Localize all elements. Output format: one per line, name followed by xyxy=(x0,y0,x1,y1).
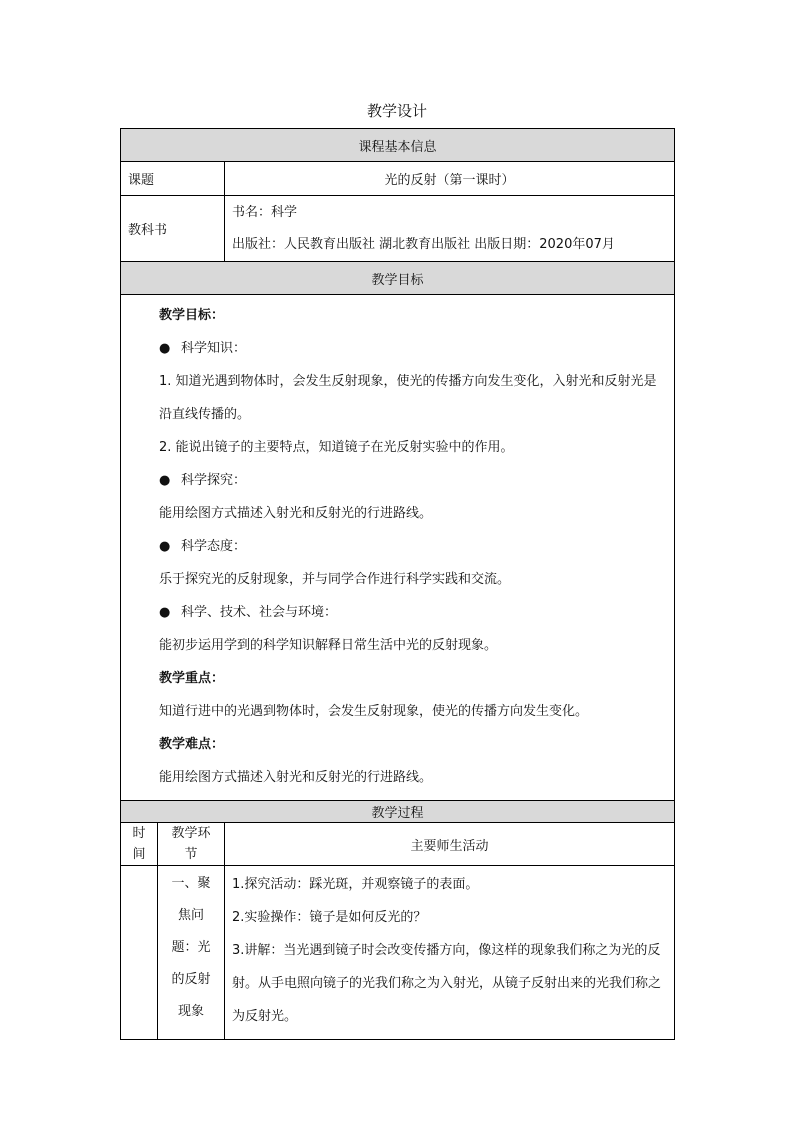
key-point-text: 知道行进中的光遇到物体时，会发生反射现象，使光的传播方向发生变化。 xyxy=(159,704,589,719)
objectives-body xyxy=(121,295,675,801)
attitude-title: 科学态度： xyxy=(181,539,247,554)
difficulty-heading: 教学难点： xyxy=(159,737,225,752)
topic-value: 光的反射（第一课时） xyxy=(225,162,675,196)
lesson-plan-table xyxy=(120,128,675,1040)
attitude-text: 乐于探究光的反射现象，并与同学合作进行科学实践和交流。 xyxy=(159,572,511,587)
time-header-line-1: 时 xyxy=(132,826,146,841)
time-column-header xyxy=(121,823,158,866)
goal-heading: 教学目标： xyxy=(159,308,225,323)
bullet-icon: ● xyxy=(159,473,171,488)
bullet-icon: ● xyxy=(159,539,171,554)
topic-label: 课题 xyxy=(121,162,225,196)
knowledge-text-2: 2. 能说出镜子的主要特点，知道镜子在光反射实验中的作用。 xyxy=(159,440,514,455)
inquiry-item xyxy=(121,464,674,497)
textbook-info xyxy=(225,196,675,262)
time-cell xyxy=(121,866,158,1040)
objectives-header: 教学目标 xyxy=(121,262,675,295)
sts-item xyxy=(121,596,674,629)
stage-column-header xyxy=(158,823,225,866)
activity-column-header: 主要师生活动 xyxy=(225,823,675,866)
activity-item: 3.讲解：当光遇到镜子时会改变传播方向，像这样的现象我们称之为光的反射。从手电照向镜子的光我们称之为入射光，从镜子反射出来的光我们称之为反射光。 xyxy=(232,943,662,1024)
activities-cell xyxy=(225,866,675,1040)
sts-title: 科学、技术、社会与环境： xyxy=(181,605,338,620)
stage-header-line-2: 节 xyxy=(184,847,198,862)
knowledge-item xyxy=(121,332,674,365)
basic-info-header: 课程基本信息 xyxy=(121,129,675,162)
stage-header-line-1: 教学环 xyxy=(171,826,211,841)
bullet-icon: ● xyxy=(159,605,171,620)
textbook-label: 教科书 xyxy=(121,196,225,262)
process-header: 教学过程 xyxy=(121,801,675,823)
attitude-item xyxy=(121,530,674,563)
knowledge-text-1: 1. 知道光遇到物体时，会发生反射现象，使光的传播方向发生变化，入射光和反射光是沿直线传播的。 xyxy=(159,374,657,422)
inquiry-title: 科学探究： xyxy=(181,473,247,488)
bullet-icon: ● xyxy=(159,341,171,356)
activity-item: 1.探究活动：踩光斑，并观察镜子的表面。 xyxy=(232,877,479,892)
difficulty-text: 能用绘图方式描述入射光和反射光的行进路线。 xyxy=(159,770,433,785)
activity-item: 2.实验操作：镜子是如何反光的？ xyxy=(232,910,427,925)
document-title: 教学设计 xyxy=(366,102,427,120)
book-name: 书名：科学 xyxy=(232,204,298,220)
sts-text: 能初步运用学到的科学知识解释日常生活中光的反射现象。 xyxy=(159,638,498,653)
book-publisher: 出版社：人民教育出版社 湖北教育出版社 出版日期：2020年07月 xyxy=(232,236,615,252)
knowledge-title: 科学知识： xyxy=(181,341,247,356)
time-header-line-2: 间 xyxy=(132,847,146,862)
key-point-heading: 教学重点： xyxy=(159,671,225,686)
stage-cell: 一、聚焦问题：光的反射现象 xyxy=(158,866,225,1040)
inquiry-text: 能用绘图方式描述入射光和反射光的行进路线。 xyxy=(159,506,433,521)
